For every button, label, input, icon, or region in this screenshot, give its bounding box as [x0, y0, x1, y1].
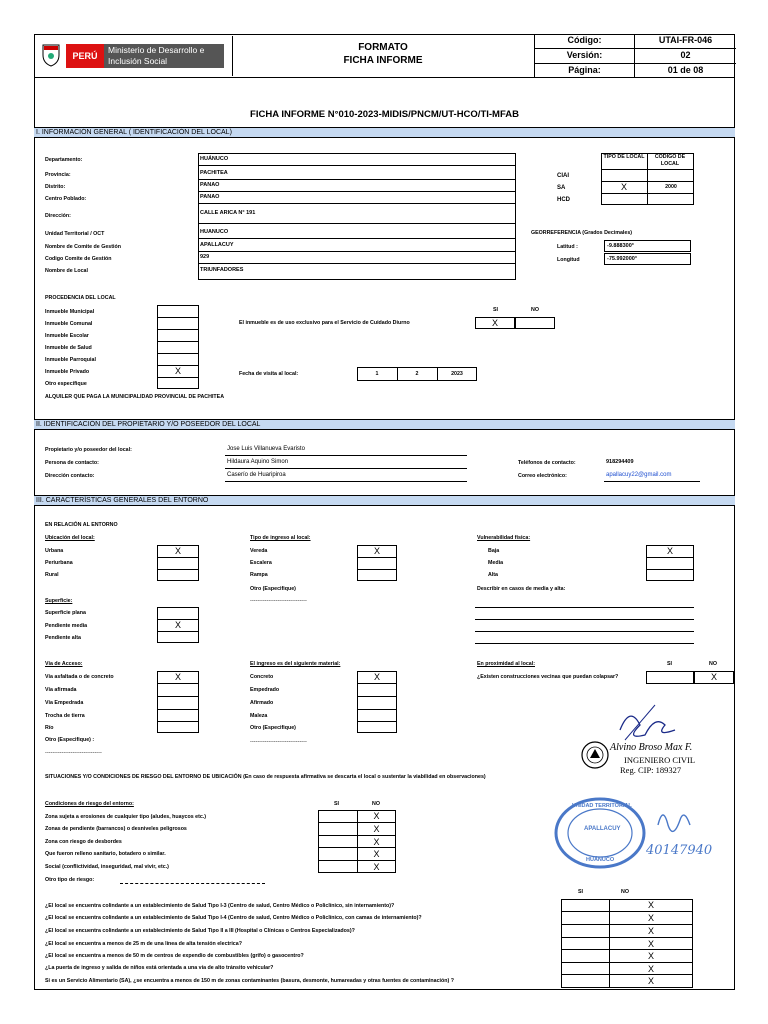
comite-field[interactable]: APALLACUY: [198, 240, 516, 252]
version-value: 02: [635, 49, 736, 64]
ubicacion-label: Ubicación del local:: [45, 535, 95, 541]
mat-row-4: [357, 721, 397, 722]
procedencia-item-privado: Inmueble Privado: [45, 369, 90, 375]
via-row-2: [157, 696, 199, 697]
vuln-baja: Baja: [488, 548, 500, 554]
engineer-seal: [580, 700, 720, 780]
cond-mark-4[interactable]: X: [373, 849, 380, 859]
mat-row-3: [357, 709, 397, 710]
sa-code: 2000: [665, 184, 677, 190]
centro-poblado-field[interactable]: PANAO: [198, 192, 516, 204]
tipo-local-header: TIPO DE LOCAL: [603, 154, 645, 160]
ingreso-otro: Otro (Especifique): [250, 586, 296, 592]
hcd-label: HCD: [557, 197, 570, 203]
material-concreto: Concreto: [250, 674, 274, 680]
superficie-label: Superficie:: [45, 598, 73, 604]
sa-label: SA: [557, 185, 566, 191]
urbana-mark[interactable]: X: [174, 546, 181, 556]
doc-title: FICHA INFORME N°010-2023-MIDIS/PNCM/UT-HCO/TI-MFAB: [250, 109, 519, 120]
georef-label: GEORREFERENCIA (Grados Decimales): [531, 230, 633, 236]
no-label-1: NO: [531, 307, 539, 313]
preg-mark-6[interactable]: X: [647, 964, 654, 974]
provincia-label: Provincia:: [45, 172, 71, 178]
engineer-title: INGENIERO CIVIL: [624, 755, 696, 765]
latitud-label: Latitud :: [557, 244, 578, 250]
proc-row-2: [157, 329, 199, 330]
otro-riesgo-label: Otro tipo de riesgo:: [45, 877, 95, 883]
via-empedrada: Vía Empedrada: [45, 700, 84, 706]
telefono-label: Teléfonos de contacto:: [518, 460, 576, 466]
correo-link[interactable]: [604, 470, 700, 482]
condicion-erosiones: Zona sujeta a erosiones de cualquier tipo (aludes, huaycos etc.): [45, 814, 207, 820]
alquiler-text: ALQUILER QUE PAGA LA MUNICIPALIDAD PROVINCIAL DE PACHITEA: [45, 394, 225, 400]
logo-ministry: Ministerio de Desarrollo e Inclusión Social: [104, 44, 224, 68]
provincia-field[interactable]: PACHITEA: [198, 168, 516, 180]
longitud-label: Longitud: [557, 257, 580, 263]
condicion-relleno: Que fueron relleno sanitario, botadero o similar.: [45, 851, 166, 857]
contacto-label: Persona de contacto:: [45, 460, 99, 466]
preg-mark-4[interactable]: X: [647, 939, 654, 949]
describir-line-4[interactable]: [475, 643, 694, 644]
telefono-field[interactable]: 918294409: [606, 459, 634, 465]
material-label: El ingreso es del siguiente material:: [250, 661, 341, 667]
pendiente-media-mark[interactable]: X: [174, 620, 181, 630]
form-title-1: FORMATO: [358, 42, 408, 53]
codigo-comite-field[interactable]: 929: [198, 252, 516, 264]
direccion-contacto-field[interactable]: Caserío de Huaripiroa: [225, 470, 467, 482]
preg-mark-2[interactable]: X: [647, 913, 654, 923]
material-empedrado: Empedrado: [250, 687, 280, 693]
codigo-label: Código:: [535, 34, 635, 49]
describir-line-3[interactable]: [475, 631, 694, 632]
proc-row-3: [157, 341, 199, 342]
centro-poblado-label: Centro Poblado:: [45, 196, 87, 202]
otro-riesgo-line[interactable]: [120, 883, 265, 884]
ingreso-row-2: [357, 569, 397, 570]
describir-label: Describir en casos de media y alta:: [477, 586, 566, 592]
superficie-alta: Pendiente alta: [45, 635, 81, 641]
vuln-row-1: [646, 557, 694, 558]
preg-mark-5[interactable]: X: [647, 951, 654, 961]
direccion-field[interactable]: CALLE ARICA N° 191: [198, 208, 516, 224]
stamp-bottom: HUÁNUCO: [586, 857, 615, 863]
via-row-4: [157, 721, 199, 722]
proximidad-label: En proximidad al local:: [477, 661, 535, 667]
condicion-desbordes: Zona con riesgo de desbordes: [45, 839, 122, 845]
vuln-media: Media: [488, 560, 504, 566]
pregunta-3: ¿El local se encuentra colindante a un establecimiento de Salud Tipo II a III (Hospital o Clínicas o Centros Especializados)?: [45, 928, 355, 934]
procedencia-item-municipal: Inmueble Municipal: [45, 309, 95, 315]
stamp-top: UNIDAD TERRITORIAL: [572, 803, 632, 809]
preguntas-si: SI: [578, 889, 584, 895]
section-2-title: II. IDENTIFICACIÓN DEL PROPIETARIO Y/O POSEEDOR DEL LOCAL: [34, 419, 735, 430]
ubic-row-2: [157, 569, 199, 570]
proc-row-4: [157, 353, 199, 354]
cond-mark-3[interactable]: X: [373, 837, 380, 847]
codigo-value: UTAI-FR-046: [635, 34, 736, 49]
nombre-local-label: Nombre de Local: [45, 268, 88, 274]
via-afirmada: Vía afirmada: [45, 687, 77, 693]
peru-shield-icon: [40, 42, 62, 68]
via-rio: Río: [45, 725, 54, 731]
material-otro-dashes: -------------------------------: [250, 739, 307, 745]
situaciones-text: SITUACIONES Y/O CONDICIONES DE RIESGO DEL ENTORNO DE UBICACIÓN (En caso de respuesta afirmativa se descarta el local o sustentar la viabilidad en observaciones): [45, 774, 486, 780]
vuln-alta: Alta: [488, 572, 499, 578]
via-otro-dashes: -------------------------------: [45, 750, 102, 756]
ingreso-vereda: Vereda: [250, 548, 268, 554]
logo-box: [36, 36, 233, 76]
via-asfaltada: Vía asfaltada o de concreto: [45, 674, 114, 680]
unidad-field[interactable]: HUANUCO: [198, 227, 516, 239]
propietario-field[interactable]: Jose Luis Villanueva Evaristo: [225, 444, 467, 456]
direccion-label: Dirección:: [45, 213, 71, 219]
pagina-value: 01 de 08: [667, 65, 704, 75]
pregunta-1: ¿El local se encuentra colindante a un establecimiento de Salud Tipo I-3 (Centro de salud, Centro Médico o Policlínico, sin internamiento)?: [45, 903, 395, 909]
distrito-field[interactable]: PANAO: [198, 180, 516, 192]
en-relacion-label: EN RELACIÓN AL ENTORNO: [45, 522, 118, 528]
fecha-label: Fecha de visita al local:: [239, 371, 299, 377]
stamp-mid: APALLACUY: [584, 826, 621, 832]
procedencia-item-escolar: Inmueble Escolar: [45, 333, 89, 339]
via-otro: Otro (Especifique) :: [45, 737, 95, 743]
pregunta-6: ¿La puerta de ingreso y salida de niños está orientada a una vía de alto tránsito vehicular?: [45, 965, 274, 971]
fecha-day[interactable]: 1: [375, 371, 379, 377]
fecha-month[interactable]: 2: [415, 371, 419, 377]
ubicacion-rural: Rural: [45, 572, 59, 578]
direccion-contacto-label: Dirección contacto:: [45, 473, 95, 479]
superficie-media: Pendiente media: [45, 623, 88, 629]
preg-mark-7[interactable]: X: [647, 976, 654, 986]
ubicacion-urbana: Urbana: [45, 548, 64, 554]
vuln-row-2: [646, 569, 694, 570]
describir-line-1[interactable]: [475, 607, 694, 608]
condiciones-no: NO: [372, 801, 380, 807]
privado-mark[interactable]: X: [174, 366, 181, 376]
ingreso-rampa: Rampa: [250, 572, 268, 578]
colapsar-si-box[interactable]: [646, 671, 694, 684]
exclusivo-si-mark: X: [491, 318, 498, 328]
preg-mark-3[interactable]: X: [647, 926, 654, 936]
logo-peru: PERÚ: [66, 44, 104, 68]
via-row-1: [157, 683, 199, 684]
tipo-local-row3: [601, 193, 694, 194]
sup-row-2: [157, 631, 199, 632]
pregunta-7: Si es un Servicio Alimentario (SA), ¿se encuentra a menos de 150 m de zonas contaminantes (basura, desmonte, humareadas y otras fuentes de contaminación) ?: [45, 978, 454, 984]
sa-mark[interactable]: X: [620, 182, 627, 192]
via-row-3: [157, 709, 199, 710]
vulnerabilidad-label: Vulnerabilidad física:: [477, 535, 531, 541]
section-3-title: III. CARACTERÍSTICAS GENERALES DEL ENTORNO: [34, 495, 735, 506]
preguntas-no: NO: [621, 889, 629, 895]
version-label: Versión:: [535, 49, 635, 64]
procedencia-item-comunal: Inmueble Comunal: [45, 321, 93, 327]
cond-mark-1[interactable]: X: [373, 811, 380, 821]
ubicacion-periurbana: Periurbana: [45, 560, 73, 566]
pregunta-2: ¿El local se encuentra colindante a un establecimiento de Salud Tipo I-4 (Centro de salud, Centro Médico o Policlínico, con camas de internamiento)?: [45, 915, 422, 921]
proximidad-no: NO: [709, 661, 717, 667]
departamento-field[interactable]: HUÁNUCO: [198, 154, 516, 166]
cond-mark-2[interactable]: X: [373, 824, 380, 834]
nombre-local-field[interactable]: TRIUNFADORES: [200, 267, 244, 273]
tipo-ingreso-label: Tipo de ingreso al local:: [250, 535, 311, 541]
correo-value[interactable]: apallacuy22@gmail.com: [606, 472, 672, 478]
condicion-pendiente: Zonas de pendiente (barrancos) o desniveles peligrosos: [45, 826, 187, 832]
form-title-2: FICHA INFORME: [343, 55, 423, 66]
engineer-name: Alvino Broso Max F.: [610, 742, 693, 753]
section-1-title: I. INFORMACIÓN GENERAL ( IDENTIFICACIÓN DEL LOCAL): [34, 127, 735, 138]
proc-row-6: [157, 377, 199, 378]
material-afirmado: Afirmado: [250, 700, 274, 706]
concreto-mark[interactable]: X: [373, 672, 380, 682]
pagina-label: Página:: [535, 64, 635, 78]
codigo-local-header: CODIGO DE LOCAL: [654, 154, 686, 167]
distrito-label: Distrito:: [45, 184, 66, 190]
pregunta-5: ¿El local se encuentra a menos de 50 m de centros de expendio de combustibles (grifo) o gasocentro?: [45, 953, 304, 959]
cond-mark-5[interactable]: X: [373, 862, 380, 872]
contacto-field[interactable]: Hildaura Aquino Simon: [225, 457, 467, 469]
procedencia-item-salud: Inmueble de Salud: [45, 345, 92, 351]
condiciones-label: Condiciones de riesgo del entorno:: [45, 801, 134, 807]
asfaltada-mark[interactable]: X: [174, 672, 181, 682]
condiciones-si: SI: [334, 801, 340, 807]
via-label: Vía de Acceso:: [45, 661, 83, 667]
fecha-year[interactable]: 2023: [451, 371, 463, 377]
stamp-handwritten: 40147940: [646, 843, 713, 858]
mat-row-2: [357, 696, 397, 697]
comite-label: Nombre de Comite de Gestión: [45, 244, 121, 250]
ciai-label: CIAI: [557, 173, 569, 179]
baja-mark[interactable]: X: [666, 546, 673, 556]
procedencia-label: PROCEDENCIA DEL LOCAL: [45, 295, 116, 301]
latitud-field[interactable]: -9.888300°: [604, 240, 691, 252]
describir-line-2[interactable]: [475, 619, 694, 620]
procedencia-item-otro: Otro especifique: [45, 381, 87, 387]
mat-row-1: [357, 683, 397, 684]
vereda-mark[interactable]: X: [373, 546, 380, 556]
material-otro: Otro (Especifique): [250, 725, 296, 731]
proximidad-si: SI: [667, 661, 673, 667]
si-label-1: SI: [493, 307, 499, 313]
colapsar-no-mark: X: [710, 672, 717, 682]
departamento-label: Departamento:: [45, 157, 83, 163]
via-trocha: Trocha de tierra: [45, 713, 85, 719]
meta-table: [534, 34, 736, 78]
codigo-comite-label: Codigo Comite de Gestión: [45, 256, 112, 262]
engineer-reg: Reg. CIP: 189327: [620, 765, 682, 775]
ingreso-row-1: [357, 557, 397, 558]
exclusivo-no-box[interactable]: [515, 317, 555, 329]
procedencia-item-parroquial: Inmueble Parroquial: [45, 357, 96, 363]
superficie-plana: Superficie plana: [45, 610, 86, 616]
exclusivo-label: El inmueble es de uso exclusivo para el Servicio de Cuidado Diurno: [239, 320, 410, 326]
preg-mark-1[interactable]: X: [647, 900, 654, 910]
territorial-stamp: [550, 795, 730, 875]
ingreso-otro-dashes: -------------------------------: [250, 598, 307, 604]
unidad-label: Unidad Territorial / OCT: [45, 231, 105, 237]
proc-row-1: [157, 317, 199, 318]
correo-label: Correo electrónico:: [518, 473, 567, 479]
material-maleza: Maleza: [250, 713, 268, 719]
tipo-local-vline: [647, 153, 648, 205]
colapsar-label: ¿Existen construcciones vecinas que puedan colapsar?: [477, 674, 619, 680]
pregunta-4: ¿El local se encuentra a menos de 25 m de una línea de alta tensión electrica?: [45, 941, 242, 947]
ingreso-escalera: Escalera: [250, 560, 272, 566]
ubic-row-1: [157, 557, 199, 558]
longitud-field[interactable]: -75.992000°: [604, 253, 691, 265]
condicion-social: Social (conflictividad, inseguridad, mal vivir, etc.): [45, 864, 169, 870]
propietario-label: Propietario y/o poseedor del local:: [45, 447, 132, 453]
